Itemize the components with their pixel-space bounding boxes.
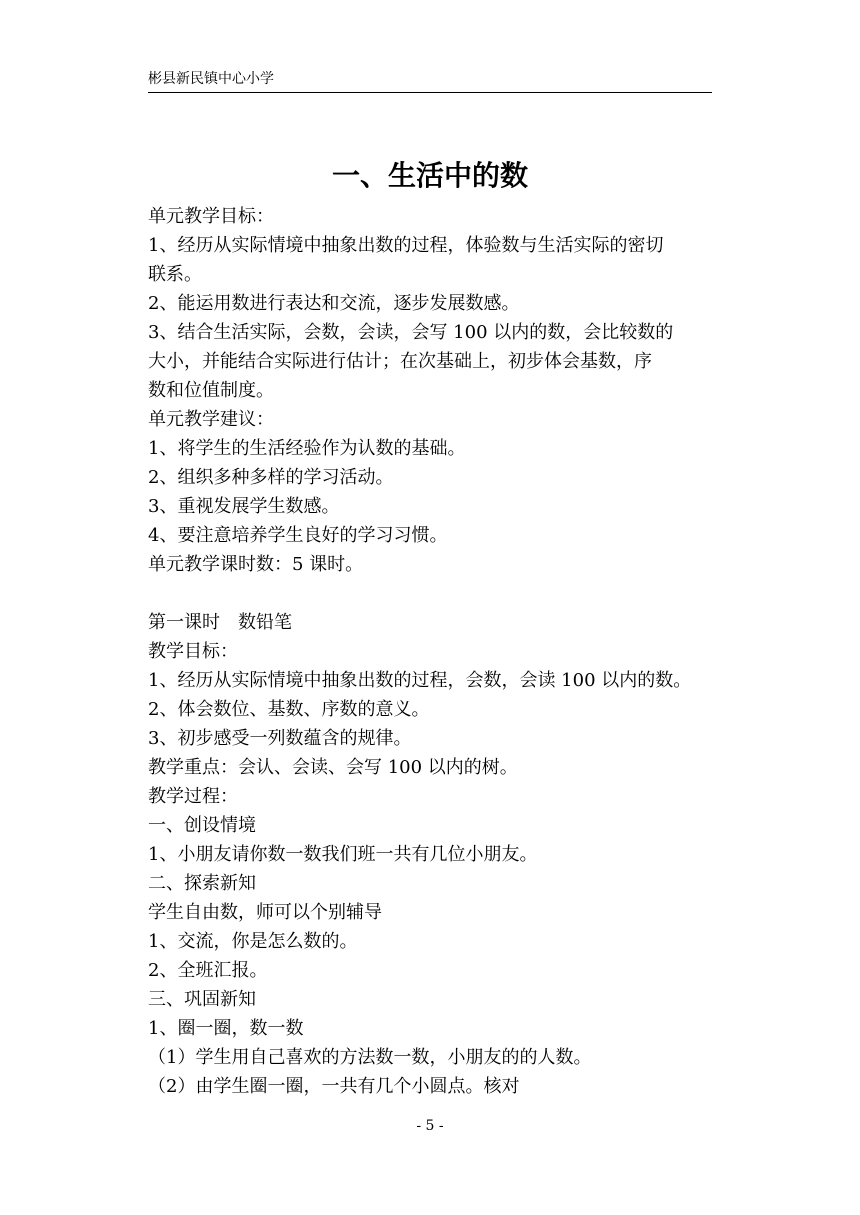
text-line: 3、初步感受一列数蕴含的规律。 <box>148 728 412 749</box>
text-line: 2、全班汇报。 <box>148 960 268 981</box>
blank-line <box>148 579 714 608</box>
text-line: 2、组织多种多样的学习活动。 <box>148 467 394 488</box>
text-line: 单元教学目标： <box>148 206 274 227</box>
text-line: 一、创设情境 <box>148 815 256 836</box>
text-line: 1、小朋友请你数一数我们班一共有几位小朋友。 <box>148 844 538 865</box>
text-line: 1、经历从实际情境中抽象出数的过程，会数，会读 100 以内的数。 <box>148 670 692 691</box>
page-number: - 5 - <box>416 1118 444 1134</box>
document-body <box>148 202 714 1101</box>
text-line: 1、交流，你是怎么数的。 <box>148 931 358 952</box>
text-line: 单元教学课时数：5 课时。 <box>148 554 364 575</box>
text-line: 4、要注意培养学生良好的学习习惯。 <box>148 525 448 546</box>
text-line: 教学重点：会认、会读、会写 100 以内的树。 <box>148 757 518 778</box>
text-line: 第一课时 数铅笔 <box>148 612 292 633</box>
school-name: 彬县新民镇中心小学 <box>148 71 274 87</box>
text-line: 1、圈一圈，数一数 <box>148 1018 304 1039</box>
text-line: 教学目标： <box>148 641 238 662</box>
text-line: 二、探索新知 <box>148 873 256 894</box>
text-line: 1、将学生的生活经验作为认数的基础。 <box>148 438 466 459</box>
text-line: 学生自由数，师可以个别辅导 <box>148 902 382 923</box>
text-line: 大小，并能结合实际进行估计；在次基础上，初步体会基数，序 <box>148 351 652 372</box>
text-line: 单元教学建议： <box>148 409 274 430</box>
text-line: 2、体会数位、基数、序数的意义。 <box>148 699 430 720</box>
text-line: 1、经历从实际情境中抽象出数的过程，体验数与生活实际的密切 <box>148 235 664 256</box>
text-line: 联系。 <box>148 264 202 285</box>
text-line: 3、重视发展学生数感。 <box>148 496 340 517</box>
page-title: 一、生活中的数 <box>331 159 528 192</box>
text-line: 教学过程： <box>148 786 238 807</box>
page-header <box>148 70 712 93</box>
text-line: 3、结合生活实际，会数，会读，会写 100 以内的数，会比较数的 <box>148 322 674 343</box>
text-line: 2、能运用数进行表达和交流，逐步发展数感。 <box>148 293 520 314</box>
text-line: （1）学生用自己喜欢的方法数一数，小朋友的的人数。 <box>148 1047 592 1068</box>
text-line: 数和位值制度。 <box>148 380 274 401</box>
text-line: 三、巩固新知 <box>148 989 256 1010</box>
text-line: （2）由学生圈一圈，一共有几个小圆点。核对 <box>148 1076 520 1097</box>
